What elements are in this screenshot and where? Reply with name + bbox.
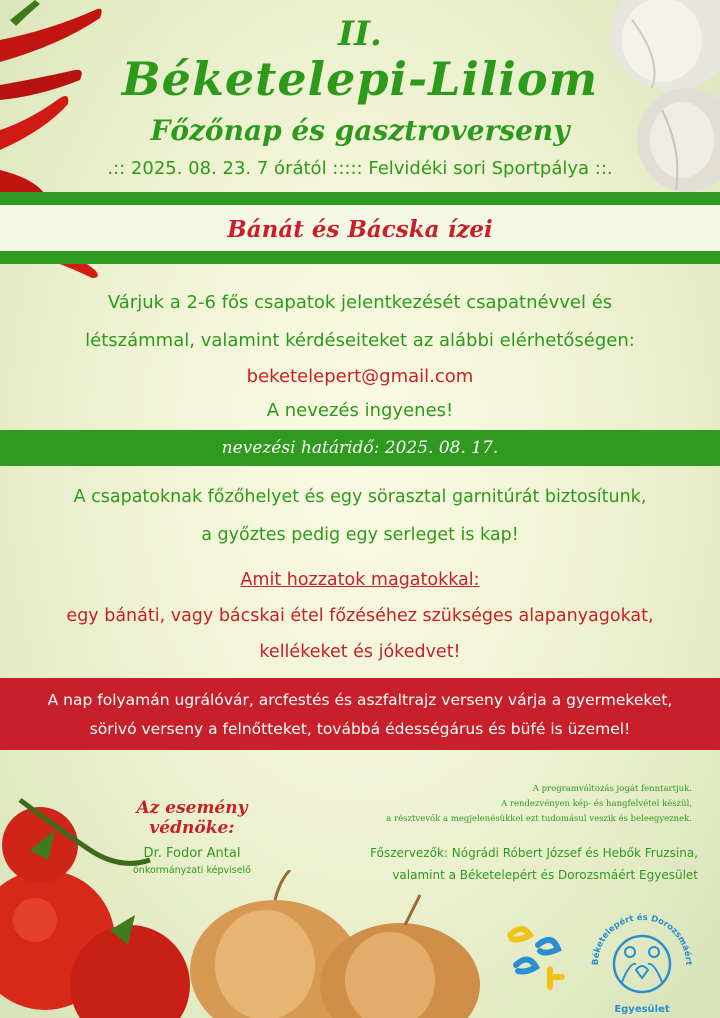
program-line-1: A nap folyamán ugrálóvár, arcfestés és aszfaltrajz verseny várja a gyermekeket, bbox=[47, 691, 673, 709]
bring-line-1: egy bánáti, vagy bácskai étel főzéséhez szükséges alapanyagokat, bbox=[66, 606, 654, 626]
provide-line-2: a győztes pedig egy serleget is kap! bbox=[201, 525, 519, 545]
green-stripe-bottom bbox=[0, 251, 720, 264]
patron-heading: Az esemény védnöke: bbox=[136, 798, 248, 838]
date-location-line: .:: 2025. 08. 23. 7 órától ::::: Felvidéki sori Sportpálya ::. bbox=[107, 158, 613, 179]
disclaimer-notes bbox=[312, 782, 692, 827]
event-title: Béketelepi-Liliom bbox=[121, 52, 599, 106]
provide-line-1: A csapatoknak főzőhelyet és egy sörasztal garnitúrát biztosítunk, bbox=[73, 487, 647, 507]
organizers-line-2: valamint a Béketelepért és Dorozsmáért Egyesület bbox=[392, 868, 698, 882]
note-line-3: a résztvevők a megjelenésükkel ezt tudomásul veszik és beleegyeznek. bbox=[386, 814, 692, 824]
contact-email[interactable]: beketelepert@gmail.com bbox=[246, 366, 474, 387]
ebe-letters-logo-icon bbox=[500, 915, 580, 995]
patron-block bbox=[92, 798, 292, 876]
note-line-2: A rendezvényen kép- és hangfelvétel készül, bbox=[501, 799, 692, 809]
organizers-line-1: Főszervezők: Nógrádi Róbert József és Hebők Fruzsina, bbox=[370, 846, 698, 860]
theme-heading: Bánát és Bácska ízei bbox=[227, 216, 493, 243]
edition-number: II. bbox=[338, 14, 382, 54]
deadline-text: nevezési határidő: 2025. 08. 17. bbox=[221, 438, 499, 458]
logo-bottom-text: Egyesület bbox=[614, 1004, 670, 1015]
program-line-2: sörivó verseny a felnőtteket, továbbá édességárus és büfé is üzemel! bbox=[89, 720, 631, 738]
bring-heading-text: Amit hozzatok magatokkal: bbox=[240, 570, 480, 590]
invite-line-1: Várjuk a 2-6 fős csapatok jelentkezését csapatnévvel és bbox=[107, 292, 613, 313]
organizers bbox=[278, 842, 698, 886]
note-line-1: A programváltozás jogát fenntartjuk. bbox=[532, 784, 692, 794]
event-subtitle: Főzőnap és gasztroverseny bbox=[150, 114, 570, 147]
free-entry-text: A nevezés ingyenes! bbox=[266, 400, 454, 421]
logo-arc-text: Béketelepért és Dorozsmáért bbox=[590, 912, 694, 966]
onion-icon bbox=[180, 870, 480, 1018]
bring-line-2: kellékeket és jókedvet! bbox=[259, 642, 461, 662]
family-heart-logo-icon bbox=[584, 902, 700, 1018]
patron-role: önkormányzati képviselő bbox=[132, 865, 251, 876]
green-stripe-top bbox=[0, 192, 720, 205]
patron-name: Dr. Fodor Antal bbox=[143, 846, 241, 861]
svg-text:Béketelepért és Dorozsmáért bbox=[590, 912, 693, 966]
invite-line-2: létszámmal, valamint kérdéseiteket az alábbi elérhetőségen: bbox=[85, 330, 635, 351]
bring-heading bbox=[0, 562, 720, 598]
